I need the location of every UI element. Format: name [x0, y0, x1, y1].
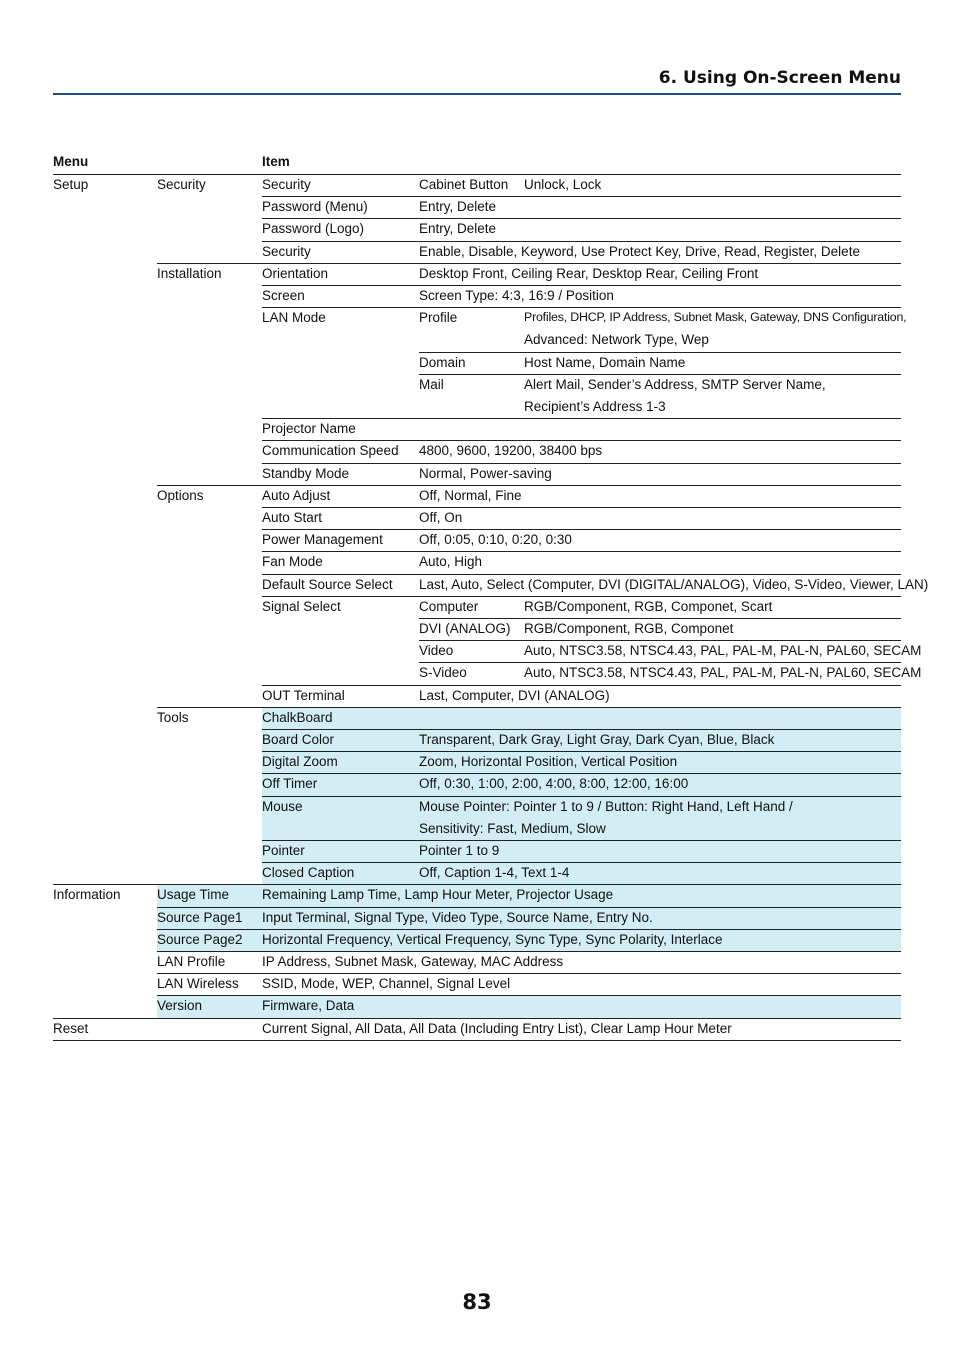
table-cell: Horizontal Frequency, Vertical Frequency, Sync Type, Sync Polarity, Interlace	[262, 931, 723, 947]
table-cell: OUT Terminal	[262, 687, 345, 703]
table-cell: Projector Name	[262, 421, 356, 437]
table-cell: Auto, High	[419, 554, 483, 570]
table-cell: Recipient’s Address 1-3	[524, 399, 666, 414]
table-cell: LAN Wireless	[157, 976, 239, 992]
row-divider	[262, 551, 901, 552]
row-divider	[262, 574, 901, 575]
row-divider	[262, 729, 901, 730]
table-cell: Sensitivity: Fast, Medium, Slow	[419, 820, 606, 836]
row-divider	[262, 529, 901, 530]
table-cell: Password (Menu)	[262, 199, 368, 215]
table-cell: Mouse	[262, 798, 303, 814]
table-cell: Auto, NTSC3.58, NTSC4.43, PAL, PAL-M, PAL-N, PAL60, SECAM	[524, 643, 922, 659]
row-divider	[157, 907, 901, 908]
table-cell: Desktop Front, Ceiling Rear, Desktop Rear, Ceiling Front	[419, 265, 759, 281]
row-divider	[262, 285, 901, 286]
row-divider	[262, 751, 901, 752]
table-cell: Domain	[419, 354, 466, 370]
table-cell: Fan Mode	[262, 554, 323, 570]
row-divider	[53, 884, 901, 885]
row-divider	[157, 951, 901, 952]
table-cell: Source Page1	[157, 909, 243, 925]
table-cell: Board Color	[262, 732, 335, 747]
row-divider	[262, 685, 901, 686]
table-cell: Pointer 1 to 9	[419, 843, 500, 858]
row-divider	[53, 174, 901, 175]
table-cell: Profile	[419, 310, 458, 326]
table-cell: Computer	[419, 598, 479, 614]
table-cell: Orientation	[262, 265, 329, 281]
table-cell: Standby Mode	[262, 465, 350, 481]
table-cell: Auto Adjust	[262, 487, 331, 503]
table-cell: Security	[262, 243, 311, 259]
table-cell: Last, Auto, Select (Computer, DVI (DIGITAL/ANALOG), Video, S-Video, Viewer, LAN)	[419, 576, 929, 592]
row-divider	[157, 973, 901, 974]
row-divider	[157, 485, 901, 486]
table-cell: Entry, Delete	[419, 199, 497, 215]
table-cell: Communication Speed	[262, 443, 399, 459]
row-highlight	[262, 707, 901, 729]
table-cell: Security	[262, 177, 311, 192]
table-cell: SSID, Mode, WEP, Channel, Signal Level	[262, 976, 511, 992]
column-header-menu: Menu	[53, 154, 89, 169]
table-cell: Information	[53, 887, 121, 903]
row-divider	[262, 840, 901, 841]
table-cell: Alert Mail, Sender’s Address, SMTP Server Name,	[524, 376, 826, 392]
column-header-item: Item	[262, 154, 290, 169]
table-cell: LAN Profile	[157, 954, 226, 969]
row-divider	[262, 773, 901, 774]
row-divider	[262, 440, 901, 441]
row-divider	[157, 929, 901, 930]
table-cell: Input Terminal, Signal Type, Video Type, Source Name, Entry No.	[262, 909, 653, 925]
table-cell: Version	[157, 998, 203, 1014]
row-divider	[157, 263, 901, 264]
table-cell: Host Name, Domain Name	[524, 354, 686, 370]
row-divider	[419, 352, 901, 353]
row-divider	[419, 662, 901, 663]
table-cell: Transparent, Dark Gray, Light Gray, Dark Cyan, Blue, Black	[419, 732, 775, 747]
table-cell: Unlock, Lock	[524, 177, 602, 192]
table-cell: Off, 0:05, 0:10, 0:20, 0:30	[419, 532, 572, 548]
table-cell: Off, 0:30, 1:00, 2:00, 4:00, 8:00, 12:00, 16:00	[419, 776, 689, 792]
table-cell: Screen	[262, 288, 305, 303]
table-cell: IP Address, Subnet Mask, Gateway, MAC Address	[262, 954, 564, 969]
row-divider	[419, 374, 901, 375]
row-divider	[262, 196, 901, 197]
row-divider	[262, 796, 901, 797]
row-divider	[262, 241, 901, 242]
table-cell: Default Source Select	[262, 576, 393, 592]
table-cell: S-Video	[419, 665, 467, 681]
table-cell: Closed Caption	[262, 865, 355, 881]
table-cell: Normal, Power-saving	[419, 465, 552, 481]
table-cell: Off, Normal, Fine	[419, 487, 522, 503]
table-cell: Digital Zoom	[262, 754, 338, 770]
table-cell: Video	[419, 643, 454, 659]
table-cell: DVI (ANALOG)	[419, 621, 511, 636]
table-cell: Source Page2	[157, 931, 243, 947]
table-cell: Off Timer	[262, 776, 318, 792]
table-cell: Tools	[157, 709, 189, 725]
table-cell: Firmware, Data	[262, 998, 355, 1014]
row-highlight	[262, 840, 901, 862]
table-cell: Usage Time	[157, 887, 230, 903]
table-cell: Last, Computer, DVI (ANALOG)	[419, 687, 610, 703]
table-cell: Password (Logo)	[262, 221, 365, 237]
table-cell: Setup	[53, 177, 89, 192]
table-cell: Pointer	[262, 843, 305, 858]
page-number: 83	[462, 1290, 492, 1314]
table-cell: Auto Start	[262, 510, 323, 525]
row-divider	[157, 995, 901, 996]
table-cell: Remaining Lamp Time, Lamp Hour Meter, Projector Usage	[262, 887, 614, 903]
table-cell: Security	[157, 177, 206, 192]
table-cell: 4800, 9600, 19200, 38400 bps	[419, 443, 603, 459]
table-cell: LAN Mode	[262, 310, 326, 326]
row-divider	[419, 618, 901, 619]
header-rule	[53, 93, 901, 95]
table-cell: RGB/Component, RGB, Componet, Scart	[524, 598, 773, 614]
row-divider	[262, 596, 901, 597]
row-divider	[157, 707, 901, 708]
table-cell: Auto, NTSC3.58, NTSC4.43, PAL, PAL-M, PAL-N, PAL60, SECAM	[524, 665, 922, 681]
row-divider	[262, 307, 901, 308]
table-cell: Signal Select	[262, 598, 341, 614]
table-cell: Power Management	[262, 532, 383, 548]
table-cell: Reset	[53, 1020, 89, 1036]
table-cell: Zoom, Horizontal Position, Vertical Position	[419, 754, 678, 770]
table-cell: Off, On	[419, 510, 463, 525]
row-divider	[262, 218, 901, 219]
table-cell: Cabinet Button	[419, 177, 509, 192]
table-cell: Enable, Disable, Keyword, Use Protect Key, Drive, Read, Register, Delete	[419, 243, 860, 259]
table-bottom-rule	[53, 1040, 901, 1041]
table-cell: Advanced: Network Type, Wep	[524, 332, 709, 348]
row-divider	[419, 640, 901, 641]
table-cell: Off, Caption 1-4, Text 1-4	[419, 865, 570, 881]
table-cell: Profiles, DHCP, IP Address, Subnet Mask, Gateway, DNS Configuration,	[524, 310, 907, 325]
row-divider	[262, 507, 901, 508]
row-highlight	[262, 862, 901, 884]
table-cell: Current Signal, All Data, All Data (Including Entry List), Clear Lamp Hour Meter	[262, 1020, 732, 1036]
table-cell: Installation	[157, 265, 222, 281]
row-divider	[53, 1018, 901, 1019]
row-divider	[262, 418, 901, 419]
page-header-title: 6. Using On-Screen Menu	[658, 68, 901, 88]
table-cell: Screen Type: 4:3, 16:9 / Position	[419, 288, 614, 303]
table-cell: Mouse Pointer: Pointer 1 to 9 / Button: Right Hand, Left Hand /	[419, 798, 793, 814]
table-cell: ChalkBoard	[262, 709, 333, 725]
row-divider	[262, 862, 901, 863]
table-cell: Mail	[419, 376, 444, 392]
table-cell: Options	[157, 487, 204, 503]
table-cell: RGB/Component, RGB, Componet	[524, 621, 734, 636]
row-divider	[262, 463, 901, 464]
table-cell: Entry, Delete	[419, 221, 497, 237]
